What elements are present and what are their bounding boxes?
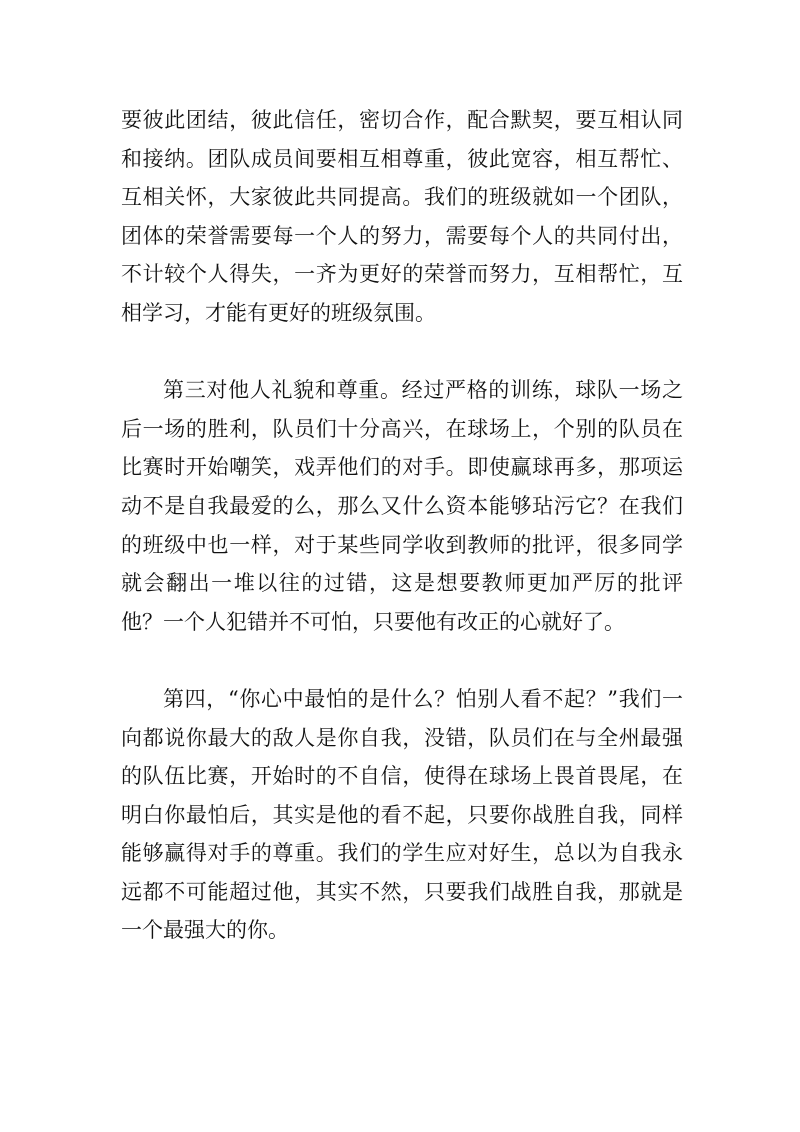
- document-page: [121, 101, 683, 989]
- paragraph-teamwork: 要彼此团结，彼此信任，密切合作，配合默契，要互相认同和接纳。团队成员间要相互相尊重，彼此宽容，相互帮忙、互相关怀，大家彼此共同提高。我们的班级就如一个团队，团体的荣誉需要每一个人的努力，需要每个人的共同付出，不计较个人得失，一齐为更好的荣誉而努力，互相帮忙，互相学习，才能有更好的班级氛围。: [121, 108, 683, 325]
- paragraph-fourth-confidence: 第四，“你心中最怕的是什么？怕别人看不起？”我们一向都说你最大的敌人是你自我，没错，队员们在与全州最强的队伍比赛，开始时的不自信，使得在球场上畏首畏尾，在明白你最怕后，其实是他的看不起，只要你战胜自我，同样能够赢得对手的尊重。我们的学生应对好生，总以为自我永远都不可能超过他，其实不然，只要我们战胜自我，那就是一个最强大的你。: [121, 686, 683, 943]
- paragraph-third-respect: 第三对他人礼貌和尊重。经过严格的训练，球队一场之后一场的胜利，队员们十分高兴，在球场上，个别的队员在比赛时开始嘲笑，戏弄他们的对手。即使赢球再多，那项运动不是自我最爱的么，那么又什么资本能够玷污它？在我们的班级中也一样，对于某些同学收到教师的批评，很多同学就会翻出一堆以往的过错，这是想要教师更加严厉的批评他？一个人犯错并不可怕，只要他有改正的心就好了。: [121, 378, 683, 634]
